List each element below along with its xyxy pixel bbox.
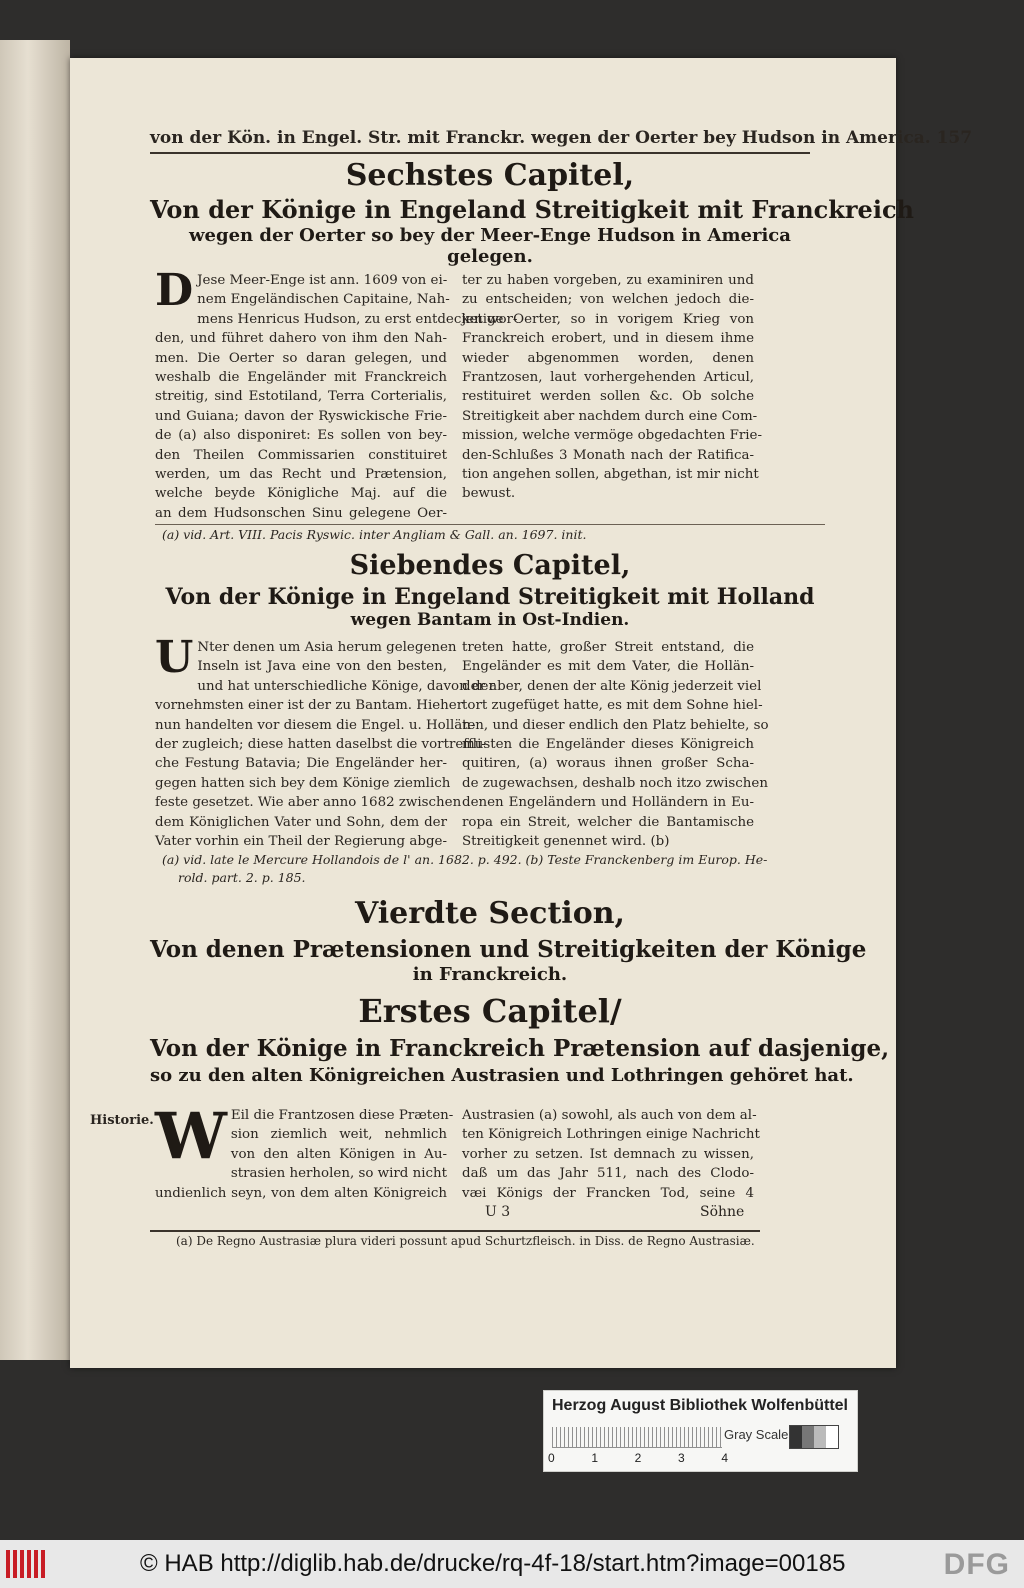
- text-line: nun handelten vor diesem die Engel. u. Hollän-: [155, 717, 476, 733]
- text-line: Nter denen um Asia herum gelegenen: [197, 640, 457, 655]
- text-line: Inseln ist Java eine von den besten,: [197, 659, 447, 675]
- chapter6-right-column: [462, 271, 763, 504]
- text-line: daß um das Jahr 511, nach des Clodo-: [462, 1166, 754, 1182]
- text-line: ter zu haben vorgeben, zu examiniren und: [462, 273, 754, 288]
- text-line: werden, um das Recht und Prætension,: [155, 467, 447, 483]
- text-line: der zugleich; diese hatten daselbst die vortreffli-: [155, 737, 486, 753]
- chapter1-footnote: (a) De Regno Austrasiæ plura videri possunt apud Schurtzfleisch. in Diss. de Regno Austrasiæ.: [176, 1234, 755, 1248]
- text-line: Frantzosen, laut vorhergehenden Articul,: [462, 370, 754, 386]
- chapter6-subtitle3: gelegen.: [447, 246, 533, 267]
- ruler-number: 4: [721, 1451, 728, 1465]
- text-line: quitiren, (a) woraus ihnen großer Scha-: [462, 756, 754, 772]
- chapter1-subtitle1: Von der Könige in Franckreich Prætension auf dasjenige,: [150, 1035, 890, 1062]
- text-line: Streitigkeit genennet wird. (b): [462, 834, 670, 850]
- text-line: de (a) also disponiret: Es sollen von bey-: [155, 428, 447, 444]
- chapter7-left-column: [155, 632, 495, 851]
- text-line: Austrasien (a) sowohl, als auch von dem al-: [462, 1108, 757, 1123]
- text-line: dem Königlichen Vater und Sohn, dem der: [155, 814, 447, 830]
- text-line: Franckreich erobert, und in diesem ihme: [462, 331, 754, 347]
- ruler-number: 0: [548, 1451, 555, 1465]
- chapter7-title: Siebendes Capitel,: [349, 550, 631, 581]
- chapter1-right-column: [462, 1106, 760, 1203]
- text-line: che Festung Batavia; Die Engeländer her-: [155, 756, 447, 772]
- chapter1-left-column: [155, 1099, 454, 1203]
- measurement-ruler: [552, 1427, 722, 1448]
- chapter6-title: Sechstes Capitel,: [345, 158, 635, 193]
- ruler-number: 1: [591, 1451, 599, 1465]
- text-line: Engeländer es mit dem Vater, die Hollän-: [462, 659, 754, 675]
- dropcap-w: W: [155, 1099, 227, 1174]
- text-line: Vater vorhin ein Theil der Regierung abge-: [155, 834, 447, 850]
- text-line: welche beyde Königliche Maj. auf die: [155, 486, 447, 502]
- text-line: streitig, sind Estotiland, Terra Corterialis,: [155, 389, 447, 405]
- text-line: Streitigkeit aber nachdem durch eine Com-: [462, 408, 758, 424]
- section4-title: Vierdte Section,: [355, 896, 625, 931]
- chapter1-title: Erstes Capitel/: [358, 992, 622, 1030]
- text-line: und hat unterschiedliche Könige, davon der: [197, 678, 495, 694]
- text-line: an dem Hudsonschen Sinu gelegene Oer-: [155, 505, 447, 521]
- footnote-rule: [150, 1230, 760, 1232]
- chapter7-right-column: [462, 638, 769, 851]
- running-head: von der Kön. in Engel. Str. mit Franckr. wegen der Oerter bey Hudson in America. 157: [150, 128, 810, 154]
- text-line: undienlich seyn, von dem alten Königreich: [155, 1185, 447, 1201]
- text-line: der aber, denen der alte König jederzeit viel: [462, 678, 762, 694]
- chapter6-footnote: (a) vid. Art. VIII. Pacis Ryswic. inter Angliam & Gall. an. 1697. init.: [162, 527, 587, 542]
- ruler-numbers: [548, 1451, 728, 1465]
- library-name: Herzog August Bibliothek Wolfenbüttel: [552, 1397, 848, 1414]
- text-line: wieder abgenommen worden, denen: [462, 350, 754, 366]
- text-line: tion angehen sollen, abgethan, ist mir nicht: [462, 467, 759, 483]
- chapter7-subtitle1: Von der Könige in Engeland Streitigkeit mit Holland: [165, 584, 815, 610]
- text-line: væi Königs der Francken Tod, seine 4: [462, 1185, 754, 1201]
- text-line: und Guiana; davon der Ryswickische Frie-: [155, 408, 447, 424]
- text-line: treten hatte, großer Streit entstand, die: [462, 640, 754, 655]
- text-line: feste gesetzet. Wie aber anno 1682 zwischen: [155, 795, 462, 811]
- text-line: mens Henricus Hudson, zu erst entdecket wor-: [197, 311, 518, 327]
- margin-note-historie: Historie.: [90, 1113, 154, 1128]
- chapter6-subtitle2: wegen der Oerter so bey der Meer-Enge Hudson in America: [189, 225, 791, 246]
- text-line: von den alten Königen in Au-: [230, 1146, 447, 1162]
- dropcap-u: U: [155, 632, 194, 683]
- ruler-number: 2: [634, 1451, 642, 1465]
- text-line: den Theilen Commissarien constituiret: [155, 447, 447, 463]
- text-line: den-Schlußes 3 Monath nach der Ratifica-: [462, 447, 754, 463]
- dfg-logo: DFG: [943, 1548, 1010, 1581]
- footnote-rule: [155, 524, 825, 525]
- text-line: ropa ein Streit, welcher die Bantamische: [462, 814, 754, 830]
- chapter7-subtitle2: wegen Bantam in Ost-Indien.: [350, 610, 630, 630]
- text-line: denen Engeländern und Holländern in Eu-: [462, 795, 754, 811]
- dropcap-d: D: [155, 265, 194, 316]
- text-line: Eil die Frantzosen diese Præten-: [230, 1108, 454, 1123]
- text-line: tort zugefüget hatte, es mit dem Sohne hiel-: [462, 698, 763, 714]
- chapter7-footnote2: rold. part. 2. p. 185.: [178, 870, 306, 885]
- gray-scale-bar: [789, 1425, 839, 1449]
- text-line: nem Engeländischen Capitaine, Nah-: [197, 292, 450, 308]
- section4-subtitle1: Von denen Prætensionen und Streitigkeiten der Könige: [150, 936, 867, 963]
- text-line: ten Königreich Lothringen einige Nachricht: [462, 1127, 760, 1143]
- text-line: vornehmsten einer ist der zu Bantam. Hieher: [155, 698, 464, 714]
- text-line: restituiret werden sollen &c. Ob solche: [462, 389, 754, 405]
- text-line: zu entscheiden; von welchen jedoch die-: [462, 292, 754, 308]
- text-line: ten, und dieser endlich den Platz behielte, so: [462, 717, 769, 733]
- hab-logo-icon: [6, 1550, 46, 1578]
- text-line: Jese Meer-Enge ist ann. 1609 von ei-: [197, 273, 448, 288]
- text-line: bewust.: [462, 486, 516, 502]
- chapter6-subtitle1: Von der Könige in Engeland Streitigkeit mit Franckreich: [150, 195, 915, 224]
- text-line: de zugewachsen, deshalb noch itzo zwischen: [462, 775, 768, 791]
- text-line: vorher zu setzen. Ist demnach zu wissen,: [462, 1146, 754, 1162]
- section4-subtitle2: in Franckreich.: [412, 964, 568, 985]
- chapter1-subtitle2: so zu den alten Königreichen Austrasien und Lothringen gehöret hat.: [150, 1065, 854, 1086]
- catchword: Söhne: [700, 1204, 745, 1220]
- text-line: den, und führet dahero von ihm den Nah-: [155, 331, 447, 347]
- footer-bar: [0, 1540, 1024, 1588]
- text-line: strasien herholen, so wird nicht: [230, 1166, 448, 1182]
- text-line: weshalb die Engeländer mit Franckreich: [155, 370, 447, 386]
- library-scale-label: [543, 1390, 858, 1472]
- text-line: mission, welche vermöge obgedachten Frie-: [462, 428, 763, 444]
- text-line: gegen hatten sich bey dem Könige ziemlich: [155, 775, 451, 791]
- facing-page-edge: [0, 40, 70, 1360]
- text-line: men. Die Oerter so daran gelegen, und: [155, 350, 447, 366]
- signature-mark: U 3: [485, 1204, 511, 1220]
- copyright-url[interactable]: © HAB http://diglib.hab.de/drucke/rq-4f-18/start.htm?image=00185: [140, 1550, 846, 1577]
- book-page: [70, 58, 973, 1368]
- text-line: jenige Oerter, so in vorigem Krieg von: [462, 311, 754, 327]
- text-line: sion ziemlich weit, nehmlich: [230, 1127, 447, 1143]
- gray-scale-label: Gray Scale: [724, 1427, 789, 1442]
- text-line: musten die Engeländer dieses Königreich: [462, 737, 754, 753]
- ruler-number: 3: [677, 1451, 685, 1465]
- chapter7-footnote1: (a) vid. late le Mercure Hollandois de l' an. 1682. p. 492. (b) Teste Franckenberg im Europ. He-: [162, 852, 768, 867]
